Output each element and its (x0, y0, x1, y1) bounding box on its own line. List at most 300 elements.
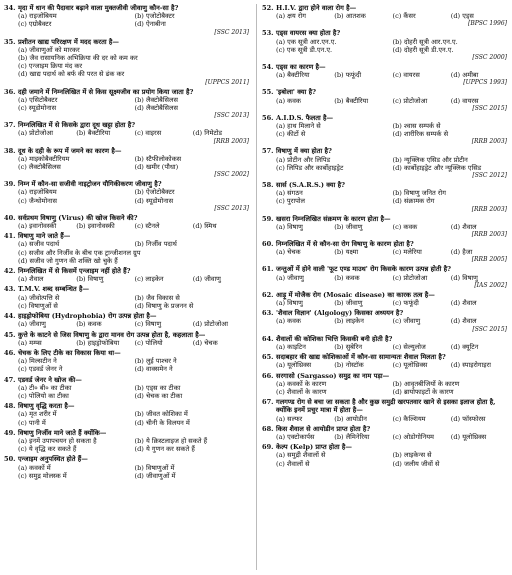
question-text: मृदा में धान की पैदावार बढ़ाने वाला मुक्तजीवी जीवाणु कौन-सा है? (18, 4, 179, 12)
answer-option: (b) हाइड्रोफोबिया (76, 338, 120, 347)
answer-option: (b) लुई पाश्चर ने (134, 357, 177, 366)
options-list (276, 97, 509, 105)
answer-option: (c) शैवालों के कारण (276, 387, 327, 396)
question-item (262, 215, 509, 238)
question-text: दही जमाने में निम्नलिखित में से किस सूक्ष्मजीव का प्रयोग किया जाता है? (18, 87, 194, 96)
question-line (262, 309, 509, 317)
answer-option: (c) जीवाणु (392, 317, 421, 326)
question-text: H.I.V. द्वारा होने वाला रोग है— (276, 4, 357, 12)
options-list (18, 275, 251, 283)
answer-option: (b) एजोटोबैक्टर (134, 12, 175, 21)
question-number: 56. (262, 113, 274, 122)
answer-option: (a) विषाणु (276, 222, 303, 231)
question-number: 37. (4, 121, 16, 130)
options-list (18, 464, 251, 480)
question-line (262, 398, 509, 414)
answer-option: (d) शैवाल (450, 317, 477, 326)
question-number: 67. (262, 398, 274, 407)
answer-option: (a) प्रोटोजोआ (18, 129, 54, 138)
answer-option: (b) विषाणुओं में (134, 463, 175, 472)
answer-option: (a) माइकोबैक्टीरियम (18, 154, 70, 163)
question-number: 64. (262, 334, 274, 343)
options-list (18, 437, 251, 453)
answer-option: (b) निर्जीव पदार्थ (134, 240, 177, 249)
answer-option: (c) कैल्शियम (392, 414, 426, 423)
question-item (4, 455, 251, 480)
exam-source-tag: [IAS 2002] (474, 281, 507, 289)
question-line (262, 88, 509, 96)
answer-option: (b) बैक्टीरिया (334, 96, 369, 105)
exam-source-tag: [RRB 2003] (213, 137, 249, 145)
answer-option: (b) आवृतबीजियों के कारण (392, 379, 460, 388)
answer-option: (d) हैजा (450, 248, 473, 257)
answer-option: (c) विषाणु (134, 320, 162, 329)
answer-option: (c) पोलियो (134, 338, 163, 347)
question-text: खसरा निम्नलिखित संक्रमण के कारण होता है— (276, 214, 391, 223)
exam-source-tag: [RRB 2003] (471, 138, 507, 146)
answer-option: (b) यक्ष्मा (334, 248, 359, 257)
question-number: 35. (4, 37, 16, 46)
question-text: विषाणु में क्या होता है? (276, 147, 332, 156)
question-text: एन्जाइम अनुपस्थित होते हैं— (18, 455, 88, 464)
answer-option: (b) जीवत कोशिका में (134, 410, 188, 419)
answer-option: (d) प्रोटोजोआ (192, 320, 229, 329)
question-item (262, 398, 509, 423)
answer-option: (a) एक सूत्री आर.एन.ए. (276, 37, 337, 46)
answer-option: (d) निमेटोड (192, 129, 223, 138)
exam-source-tag: [SSC 2013] (214, 204, 249, 212)
question-item (262, 29, 509, 61)
question-item (4, 285, 251, 310)
exam-source-tag: [SSC 2013] (214, 112, 249, 120)
options-list (18, 339, 251, 347)
options-list (18, 12, 251, 28)
answer-option: (b) लाइकेन्स से (392, 451, 432, 460)
question-number: 38. (4, 146, 16, 155)
options-list (18, 155, 251, 171)
question-number: 42. (4, 267, 16, 276)
answer-option: (c) एग्रोबैक्टर (18, 20, 52, 29)
question-number: 36. (4, 87, 16, 96)
answer-option: (b) ये क्रिस्टलाइज हो सकते हैं (134, 436, 208, 445)
answer-option: (c) पानी में (18, 418, 46, 427)
question-line (4, 429, 251, 437)
answer-option: (d) लैक्टोबैसिलस (134, 104, 178, 113)
question-text: सर्वप्रथम विषाणु (Virus) की खोज किसने की? (18, 213, 138, 222)
question-text: निम्नलिखित में से कौन-सा रोग विषाणु के कारण होता है? (276, 240, 414, 249)
options-list (276, 415, 509, 423)
question-line (262, 215, 509, 223)
question-number: 68. (262, 424, 274, 433)
question-item (4, 88, 251, 120)
question-number: 54. (262, 63, 274, 72)
question-number: 49. (4, 428, 16, 437)
answer-option: (d) क्यूटिन (450, 342, 479, 351)
options-list (276, 156, 509, 172)
question-number: 59. (262, 214, 274, 223)
question-item (4, 331, 251, 347)
question-text: किस शैवाल से आयोडीन प्राप्त होता है? (276, 424, 371, 433)
options-list (18, 129, 251, 137)
answer-option: (a) कवकों में (18, 463, 51, 472)
question-text: एडवर्ड जेनर ने खोज की— (18, 375, 82, 384)
question-text: चेचक के लिए टीके का विकास किया था— (18, 348, 121, 357)
answer-option: (c) पुरापोल (276, 197, 306, 206)
answer-option: (b) बैक्टीरिया (76, 129, 111, 138)
answer-option: (a) सल्फर (276, 414, 303, 423)
question-number: 43. (4, 285, 16, 294)
answer-option: (b) लाइकेन (334, 317, 364, 326)
question-item (262, 265, 509, 288)
question-item (4, 121, 251, 144)
options-list (18, 240, 251, 265)
question-line (262, 147, 509, 155)
question-number: 50. (4, 455, 16, 464)
answer-option: (c) कैंसर (392, 12, 416, 21)
question-text: हाइड्रोफोबिया (Hydrophobia) रोग उत्पन्न होता है— (18, 312, 157, 321)
answer-option: (d) विषाणु के प्रजनन से (134, 301, 194, 310)
answer-option: (a) राइजोबियम (18, 12, 57, 21)
answer-option: (c) पोलियो का टीका (18, 391, 69, 400)
answer-option: (c) वायरस (392, 71, 420, 80)
question-item (262, 372, 509, 397)
question-number: 47. (4, 375, 16, 384)
question-number: 39. (4, 180, 16, 189)
question-number: 58. (262, 181, 274, 190)
answer-option: (a) एक्टोकार्पस (276, 432, 315, 441)
answer-option: (a) इवानोवस्की (18, 222, 57, 231)
question-text: निम्नलिखित में से किसमें एन्जाइम नहीं होते हैं? (18, 267, 131, 276)
answer-option: (b) स्टैफीलोकोकस (134, 154, 182, 163)
answer-option: (a) संगठन (276, 189, 303, 198)
answer-option: (c) लैक्टोबैसिलस (18, 163, 61, 172)
answer-option: (d) संक्रामक रोग (392, 197, 435, 206)
answer-option: (c) मलेरिया (392, 248, 422, 257)
answer-option: (c) प्रोटोजोआ (392, 96, 428, 105)
question-text: दूध के दही के रूप में जमने का कारण है— (18, 146, 122, 155)
answer-option: (d) दोहरी सूत्री डी.एन.ए. (392, 45, 454, 54)
question-item (4, 147, 251, 179)
question-line (262, 240, 509, 248)
options-list (18, 294, 251, 310)
question-item (262, 291, 509, 307)
question-number: 53. (262, 29, 274, 38)
answer-option: (a) जीवाणुओं को मारकर (18, 45, 80, 54)
left-column (4, 4, 251, 482)
question-text: गलगण्ड रोग से बचा जा सकता है और कुछ समुद्री खरपतवार खाने से इसका इलाज होता है, क्योंकि इनमें प्रचुर मात्रा में होता है— (276, 398, 496, 415)
exam-source-tag: [UPPCS 2011] (205, 78, 249, 86)
exam-source-tag: [SSC 2015] (472, 325, 507, 333)
exam-source-tag: [SSC 2002] (214, 171, 249, 179)
answer-option: (c) यूलोथ्रिक्स (392, 361, 428, 370)
question-number: 65. (262, 353, 274, 362)
answer-option: (d) चेचक का टीका (134, 391, 183, 400)
answer-option: (d) कार्बोहाइड्रेट और न्यूक्लिक एसिड (392, 163, 482, 172)
answer-option: (b) विषाणु जनित रोग (392, 189, 446, 198)
answer-option: (b) लैमिनेरिया (334, 432, 370, 441)
answer-option: (b) जीवाणु (334, 222, 363, 231)
answer-option: (b) जैव विकास से (134, 293, 180, 302)
question-number: 41. (4, 232, 16, 241)
options-list (276, 248, 509, 256)
answer-option: (c) एन्जाइम क्रिया मंद कर (18, 62, 83, 71)
answer-option: (b) एड्स का टीका (134, 383, 181, 392)
answer-option: (d) ऐनाबीना (134, 20, 166, 29)
answer-option: (d) वाक्समेन ने (134, 365, 173, 374)
question-line (4, 147, 251, 155)
question-item (262, 335, 509, 351)
answer-option: (d) चेचक (192, 338, 218, 347)
answer-option: (c) वाइरस (134, 129, 162, 138)
question-item (262, 114, 509, 146)
question-item (262, 425, 509, 441)
question-line (4, 38, 251, 46)
question-number: 62. (262, 290, 274, 299)
options-list (18, 46, 251, 79)
question-number: 40. (4, 213, 16, 222)
question-number: 45. (4, 330, 16, 339)
answer-option: (a) एसिटोबैक्टर (18, 95, 58, 104)
question-item (262, 181, 509, 213)
options-list (276, 274, 509, 282)
question-text: विषाणु निर्जीव माने जाते हैं क्योंकि— (18, 428, 107, 437)
question-item (4, 267, 251, 283)
answer-option: (a) काइटिन (276, 342, 306, 351)
question-text: निम्न में कौन-सा सजीवी नाइट्रोजन यौगिकीकरण जीवाणु है? (18, 180, 162, 189)
answer-option: (c) एडवर्ड जेनर ने (18, 365, 63, 374)
answer-option: (c) ये वृद्धि कर सकते हैं (18, 445, 77, 454)
answer-option: (d) खाद्य पदार्थ को बर्फ की परत से ढंक कर (18, 70, 125, 79)
question-item (4, 38, 251, 86)
right-column (262, 4, 509, 470)
question-text: जन्तुओं में होने वाली 'फूट एण्ड माउथ' रोग किसके कारण उत्पन्न होती है? (276, 265, 451, 274)
answer-option: (a) हाथ मिलाने से (276, 122, 321, 131)
question-line (4, 214, 251, 222)
options-list (276, 361, 509, 369)
answer-option: (c) समुद्र मोलस्क में (18, 471, 67, 480)
answer-option: (a) कवकों के कारण (276, 379, 327, 388)
answer-option: (d) वायरस (450, 96, 479, 105)
options-list (18, 357, 251, 373)
answer-option: (b) सुबेरिन (334, 342, 362, 351)
answer-option: (d) विषाणु (450, 273, 478, 282)
answer-option: (c) एक सूत्री डी.एन.ए. (276, 45, 333, 54)
exam-source-tag: [SSC 2012] (472, 172, 507, 180)
answer-option: (d) शैवाल (450, 222, 477, 231)
answer-option: (b) श्वास सम्पर्क से (392, 122, 441, 131)
answer-option: (a) सजीव पदार्थ (18, 240, 60, 249)
question-line (262, 63, 509, 71)
answer-option: (d) स्पाइरोगाइरा (450, 361, 491, 370)
options-list (276, 380, 509, 396)
question-text: T.M.V. शब्द सम्बन्धित है— (18, 285, 90, 294)
question-line (262, 353, 509, 361)
question-item (262, 443, 509, 468)
question-text: कुत्ते के काटने से जिस विषाणु के द्वारा मानव रोग उत्पन्न होता है, कहलाता है— (18, 330, 206, 339)
answer-option: (d) स्मिथ (192, 222, 217, 231)
question-line (4, 121, 251, 129)
question-line (4, 349, 251, 357)
question-text: एड्स का कारण है— (276, 63, 326, 72)
question-line (4, 4, 251, 12)
answer-option: (a) प्रोटीन और लिपिड (276, 155, 331, 164)
exam-source-tag: [RRB 2005] (471, 256, 507, 264)
answer-option: (a) यूलोथ्रिक्स (276, 361, 312, 370)
answer-option: (b) न्यूक्लिक एसिड और प्रोटीन (392, 155, 468, 164)
question-item (4, 214, 251, 230)
answer-option: (c) प्रोटोजोआ (392, 273, 428, 282)
question-line (262, 335, 509, 343)
question-line (262, 4, 509, 12)
question-text: सदाबहार की खाद्य कोशिकाओं में कौन-सा सामान्यतः शैवाल मिलता है? (276, 353, 446, 362)
question-item (4, 180, 251, 212)
question-text: प्रशीतन खाद्य परिरक्षण में मदद करता है— (18, 37, 119, 46)
question-line (262, 291, 509, 299)
question-text: A.I.D.S. फैलता है— (276, 113, 334, 122)
question-text: 'इबोला' क्या है? (276, 88, 316, 97)
options-list (18, 188, 251, 204)
answer-option: (a) जीवाणु (18, 320, 46, 329)
answer-option: (c) फफूंदी (392, 299, 419, 308)
options-list (276, 38, 509, 54)
answer-option: (d) यूलोथ्रिक्स (450, 432, 487, 441)
answer-option: (b) जीवाणु (334, 299, 363, 308)
answer-option: (c) स्यूडोमोनास (18, 104, 57, 113)
question-item (262, 147, 509, 179)
question-number: 69. (262, 443, 274, 452)
answer-option: (c) शैवालों से (276, 459, 310, 468)
question-line (262, 29, 509, 37)
answer-option: (b) कवक (334, 273, 360, 282)
answer-option: (b) नोस्टॉक (334, 361, 364, 370)
answer-option: (d) स्यूडोमोनास (134, 196, 174, 205)
answer-option: (d) ये गुणन कर सकते हैं (134, 445, 195, 454)
answer-option: (d) चीनी के विलयन में (134, 418, 190, 427)
answer-option: (a) जीवोत्पत्ति से (18, 293, 60, 302)
options-list (276, 317, 509, 325)
answer-option: (d) जीवाणुओं में (134, 471, 176, 480)
answer-option: (a) कवक (276, 317, 301, 326)
answer-option: (c) सजीव और निर्जीव के बीच एक ट्रान्जीशनल ग्रुप (18, 248, 141, 257)
question-number: 44. (4, 312, 16, 321)
answer-option: (b) आयोडीन (334, 414, 367, 423)
question-item (4, 4, 251, 36)
answer-option: (c) लाइकेन (134, 275, 164, 284)
answer-option: (c) ओडोगोनियम (392, 432, 434, 441)
answer-option: (a) बैक्टीरिया (276, 71, 310, 80)
question-item (262, 240, 509, 263)
question-number: 34. (4, 4, 16, 12)
question-line (4, 402, 251, 410)
answer-option: (a) मिल्सटीन ने (18, 357, 57, 366)
question-text: सार्स (S.A.R.S.) क्या है? (276, 181, 346, 190)
answer-option: (a) मृत शरीर में (18, 410, 57, 419)
question-number: 63. (262, 309, 274, 318)
exam-source-tag: [RRB 2003] (471, 205, 507, 213)
answer-option: (a) इनमें उपापचयन हो सकता है (18, 436, 97, 445)
question-line (4, 285, 251, 293)
answer-option: (b) जैव रासायनिक अभिक्रिया की दर को कम कर (18, 54, 138, 63)
options-list (18, 96, 251, 112)
answer-option: (b) फफूंदी (334, 71, 362, 80)
answer-option: (b) विषाणु (76, 275, 104, 284)
question-number: 48. (4, 402, 16, 411)
answer-option: (d) ब्रायोफाइटों के कारण (392, 387, 454, 396)
exam-source-tag: [BPSC 1996] (467, 20, 507, 28)
answer-option: (c) विषाणुओं से (18, 301, 58, 310)
question-item (262, 63, 509, 86)
answer-option: (a) क्षय रोग (276, 12, 306, 21)
options-list (18, 320, 251, 328)
question-number: 52. (262, 4, 274, 12)
answer-option: (d) फॉस्फोरस (450, 414, 486, 423)
question-item (4, 349, 251, 374)
answer-option: (d) खमीर (पौधा) (134, 163, 179, 172)
answer-option: (b) आतशक (334, 12, 366, 21)
question-number: 55. (262, 88, 274, 97)
answer-option: (a) टी० बी० का टीका (18, 383, 72, 392)
answer-option: (a) शैवाल (18, 275, 44, 284)
options-list (276, 122, 509, 138)
question-item (4, 402, 251, 427)
answer-option: (d) शैवाल (450, 299, 477, 308)
question-number: 46. (4, 348, 16, 357)
answer-option: (d) एड्स (450, 12, 474, 21)
options-list (276, 299, 509, 307)
answer-option: (a) विषाणु (276, 299, 303, 308)
answer-option: (b) दोहरी सूत्री आर.एन.ए. (392, 37, 458, 46)
exam-source-tag: [UPPCS 1993] (463, 79, 507, 87)
question-number: 60. (262, 240, 274, 249)
question-text: आड़ू में मोजैक रोग (Mosaic disease) का कारक तत्व है— (276, 290, 435, 299)
question-line (262, 425, 509, 433)
question-text: विषाणु माने जाते हैं— (18, 232, 71, 241)
answer-option: (b) ऐजोटोबैक्टर (134, 188, 175, 197)
answer-option: (a) मम्प्स (18, 338, 42, 347)
column-divider (256, 4, 257, 570)
question-line (262, 443, 509, 451)
question-line (4, 312, 251, 320)
question-text: केल्प (Kelp) प्राप्त होता है— (276, 443, 352, 452)
answer-option: (c) सेल्युलोज (392, 342, 426, 351)
answer-option: (b) इवानोवस्की (76, 222, 115, 231)
answer-option: (a) कवक (276, 96, 301, 105)
question-number: 66. (262, 371, 274, 380)
question-line (4, 267, 251, 275)
answer-option: (a) समुद्री शैवालों से (276, 451, 326, 460)
answer-option: (d) शारीरिक सम्पर्क से (392, 130, 449, 139)
options-list (18, 384, 251, 400)
question-text: एड्स वायरस क्या होता है? (276, 29, 341, 38)
options-list (276, 451, 509, 467)
answer-option: (c) कीटों से (276, 130, 306, 139)
question-text: 'शैवाल विज्ञान' (Algology) किसका अध्ययन है? (276, 309, 404, 318)
question-line (4, 232, 251, 240)
question-line (4, 376, 251, 384)
options-list (276, 71, 509, 79)
question-item (262, 88, 509, 111)
question-item (262, 4, 509, 27)
question-line (262, 372, 509, 380)
options-list (276, 189, 509, 205)
question-line (4, 180, 251, 188)
answer-option: (c) कवक (392, 222, 418, 231)
question-item (4, 429, 251, 454)
question-item (4, 232, 251, 265)
question-text: निम्नलिखित में से किसके द्वारा दूध खट्टा होता है? (18, 121, 136, 130)
exam-source-tag: [SSC 2000] (472, 54, 507, 62)
exam-source-tag: [SSC 2015] (472, 104, 507, 112)
